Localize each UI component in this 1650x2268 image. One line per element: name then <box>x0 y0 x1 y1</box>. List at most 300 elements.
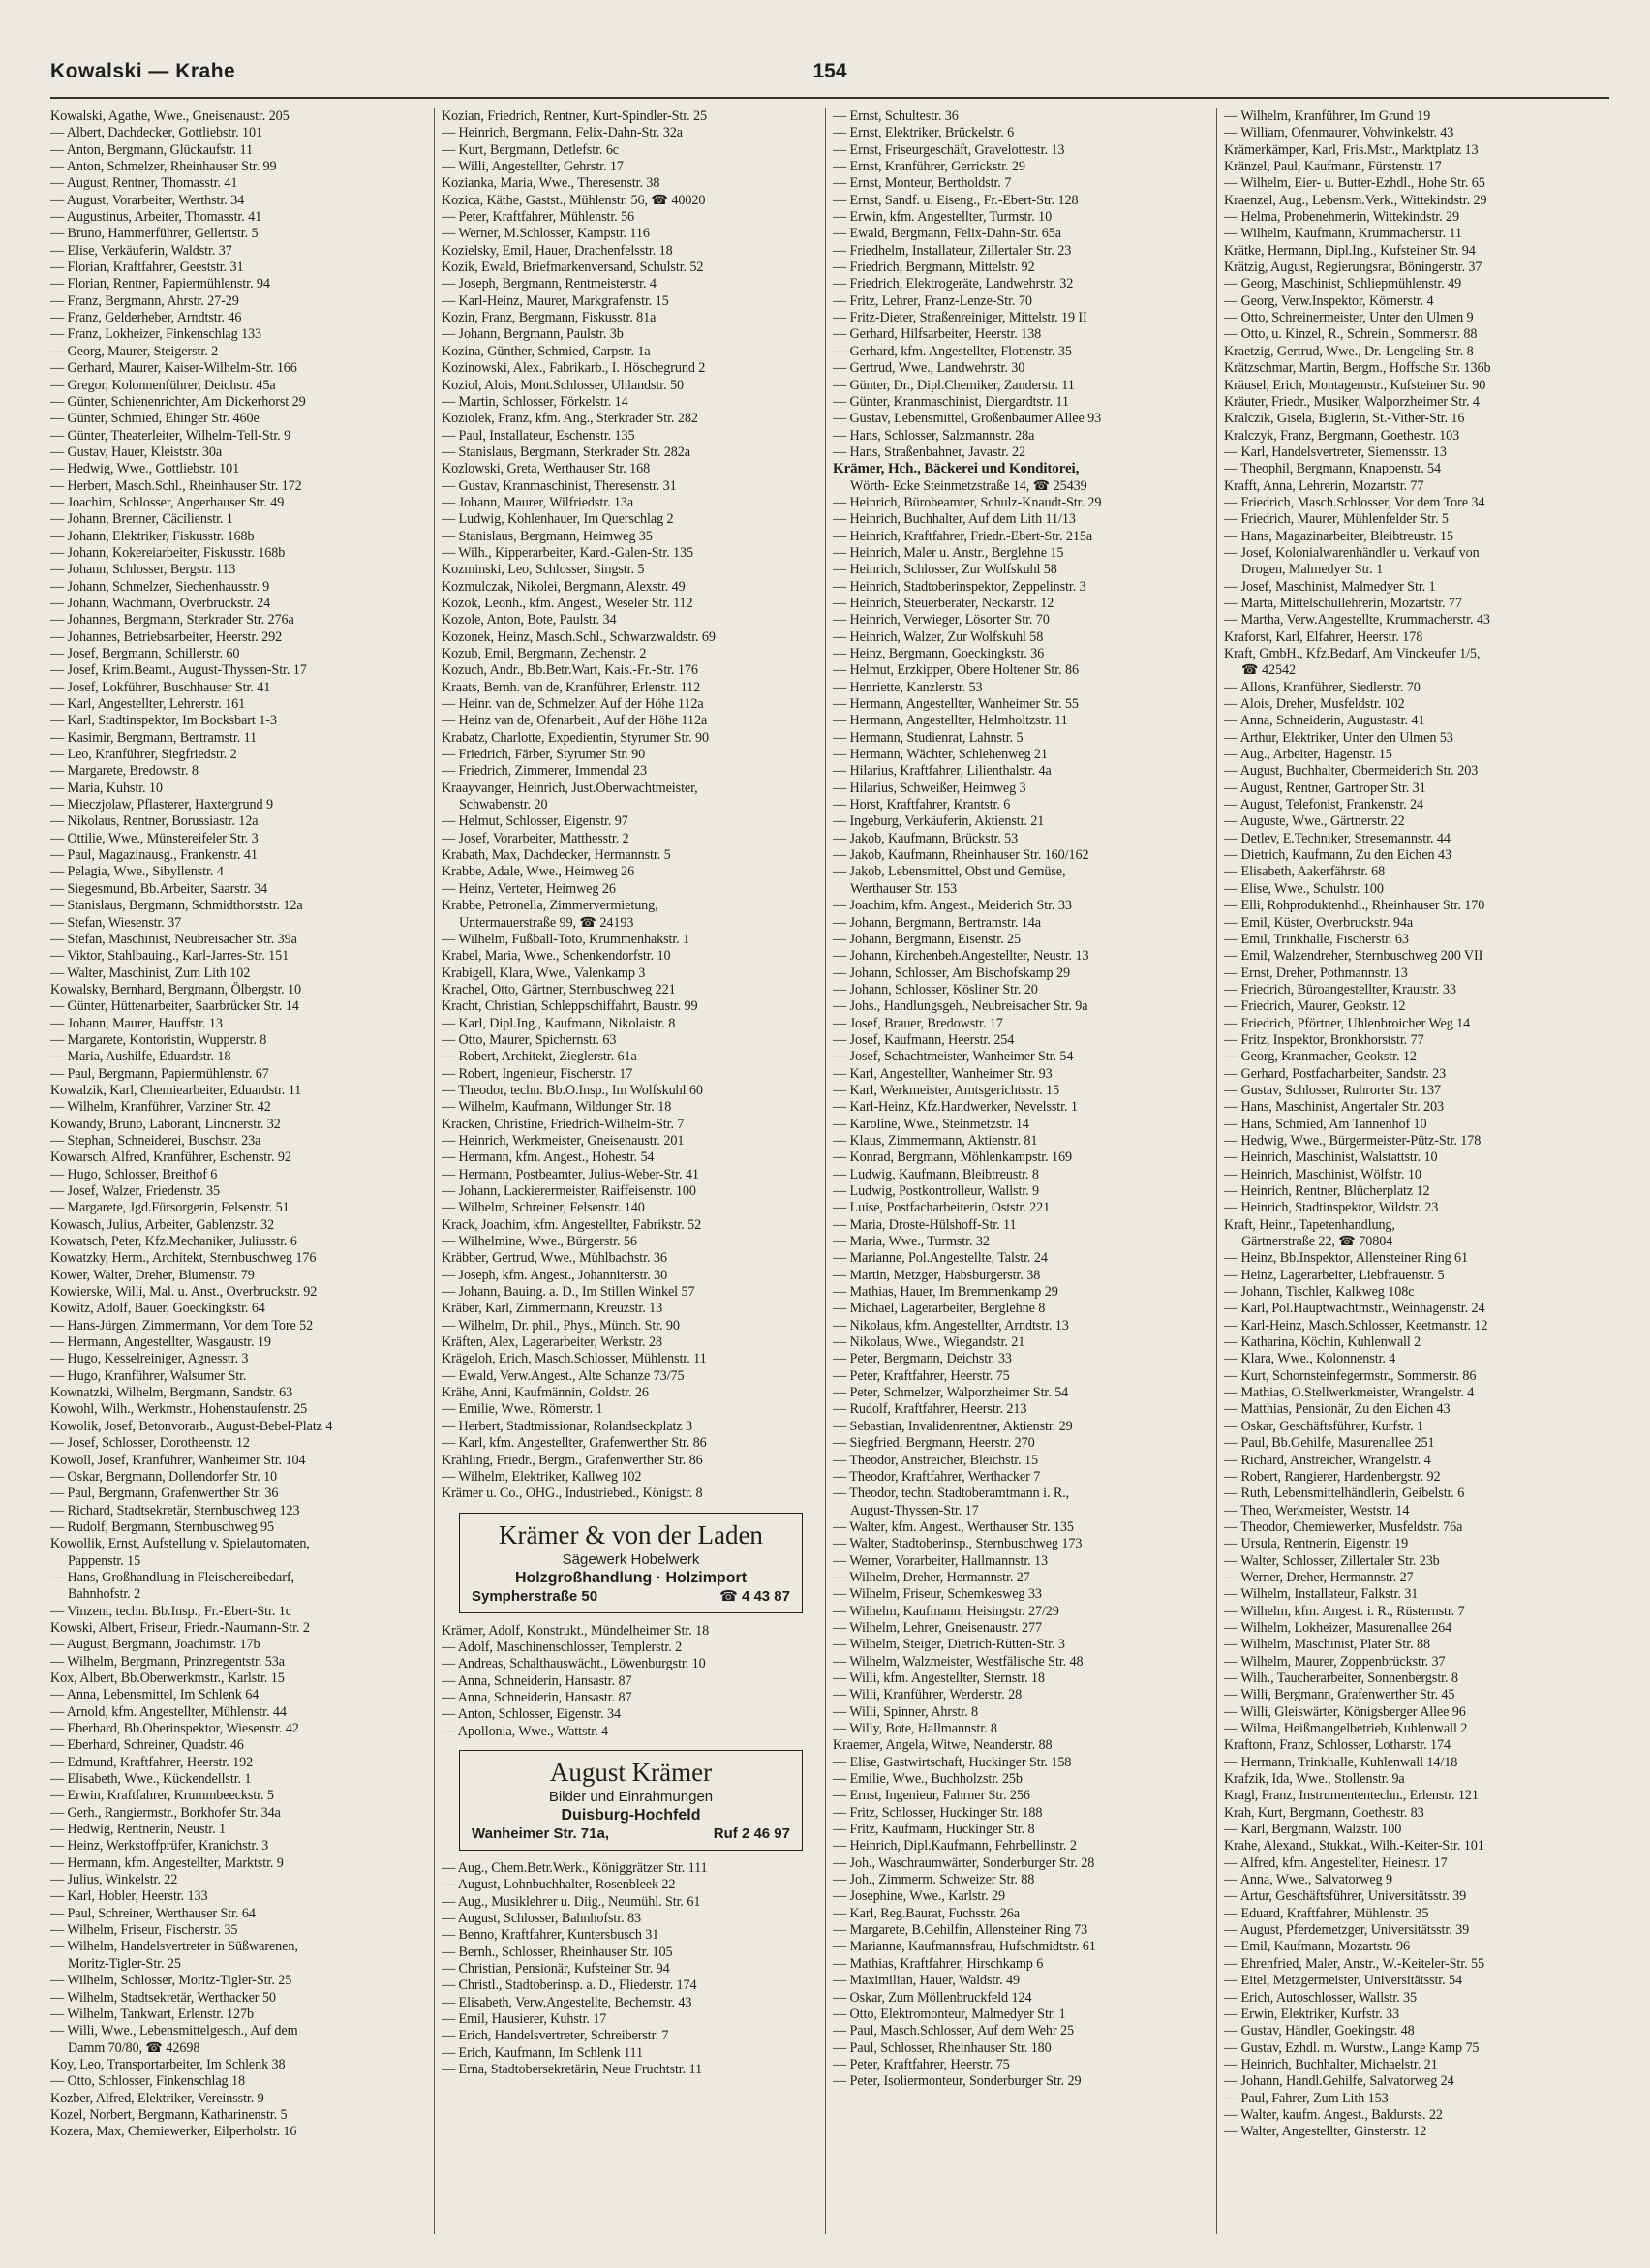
directory-entry: Kozonek, Heinz, Masch.Schl., Schwarzwaldstr. 69 <box>442 628 716 645</box>
directory-entry: — Luise, Postfacharbeiterin, Oststr. 221 <box>833 1200 1051 1216</box>
directory-entry: — William, Ofenmaurer, Vohwinkelstr. 43 <box>1224 125 1454 141</box>
directory-entry: — Jakob, Kaufmann, Rheinhauser Str. 160/162 <box>833 847 1089 864</box>
directory-entry: Krämer, Hch., Bäckerei und Konditorei, <box>833 461 1080 477</box>
directory-entry: Krabel, Maria, Wwe., Schenkendorfstr. 10 <box>442 948 671 965</box>
directory-entry: — Friedrich, Maurer, Geokstr. 12 <box>1224 998 1406 1015</box>
directory-entry: Kragl, Franz, Instrumententechn., Erlenstr. 121 <box>1224 1788 1479 1804</box>
directory-entry: — Anna, Wwe., Salvatorweg 9 <box>1224 1872 1392 1888</box>
directory-entry: — Johann, Schlosser, Kösliner Str. 20 <box>833 981 1038 997</box>
directory-entry: — Bruno, Hammerführer, Gellertstr. 5 <box>50 226 259 242</box>
directory-entry: — Stefan, Wiesenstr. 37 <box>50 914 182 931</box>
directory-entry: Damm 70/80, ☎ 42698 <box>68 2039 200 2056</box>
directory-entry: — Wilhelm, Bergmann, Prinzregentstr. 53a <box>50 1653 285 1670</box>
directory-entry: Krähling, Friedr., Bergm., Grafenwerther Str. 86 <box>442 1452 703 1468</box>
directory-entry: — Johannes, Betriebsarbeiter, Heerstr. 292 <box>50 628 283 645</box>
directory-entry: — August, Rentner, Gartroper Str. 31 <box>1224 780 1426 796</box>
directory-entry: — Gustav, Kranmaschinist, Theresenstr. 31 <box>442 477 677 494</box>
directory-entry: — Heinrich, Verwieger, Lösorter Str. 70 <box>833 612 1050 628</box>
directory-entry: — Joachim, kfm. Angest., Meiderich Str. 33 <box>833 898 1072 914</box>
directory-entry: — Hugo, Kesselreiniger, Agnesstr. 3 <box>50 1351 249 1367</box>
directory-entry: Kozian, Friedrich, Rentner, Kurt-Spindler-Str. 25 <box>442 108 707 124</box>
directory-entry: — Elli, Rohproduktenhdl., Rheinhauser Str. 170 <box>1224 898 1485 914</box>
directory-entry: — Ingeburg, Verkäuferin, Aktienstr. 21 <box>833 813 1045 830</box>
directory-entry: — Heinrich, Buchhalter, Michaelstr. 21 <box>1224 2056 1438 2072</box>
directory-entry: — Viktor, Stahlbauing., Karl-Jarres-Str. 151 <box>50 948 290 965</box>
directory-entry: — Richard, Anstreicher, Wrangelstr. 4 <box>1224 1452 1431 1468</box>
directory-entry: — August, Lohnbuchhalter, Rosenbleek 22 <box>442 1877 676 1893</box>
directory-entry: — Günter, Schienenrichter, Am Dickerhorst 29 <box>50 393 306 410</box>
directory-entry: — August, Rentner, Thomasstr. 41 <box>50 175 238 192</box>
directory-entry: — Johann, Schlosser, Bergstr. 113 <box>50 562 236 578</box>
directory-entry: — Otto, Schreinermeister, Unter den Ulmen 9 <box>1224 310 1474 326</box>
directory-entry: — Leo, Kranführer, Siegfriedstr. 2 <box>50 747 237 763</box>
directory-entry: — Kasimir, Bergmann, Bertramstr. 11 <box>50 729 258 746</box>
directory-entry: — Hans-Jürgen, Zimmermann, Vor dem Tore 52 <box>50 1317 314 1333</box>
directory-entry: Kozber, Alfred, Elektriker, Vereinsstr. 9 <box>50 2090 264 2106</box>
directory-entry: — Heinr. van de, Schmelzer, Auf der Höhe 112a <box>442 696 704 713</box>
directory-entry: — Ernst, Monteur, Bertholdstr. 7 <box>833 175 1012 192</box>
directory-entry: — Ewald, Bergmann, Felix-Dahn-Str. 65a <box>833 226 1061 242</box>
directory-entry: — Walter, kfm. Angest., Werthauser Str. 135 <box>833 1518 1074 1535</box>
directory-entry: — Margarete, Bredowstr. 8 <box>50 763 199 780</box>
directory-entry: Kränzel, Paul, Kaufmann, Fürstenstr. 17 <box>1224 159 1442 175</box>
directory-entry: — Henriette, Kanzlerstr. 53 <box>833 679 983 695</box>
directory-entry: — Erwin, kfm. Angestellter, Turmstr. 10 <box>833 209 1053 226</box>
directory-entry: — Vinzent, techn. Bb.Insp., Fr.-Ebert-Str. 1c <box>50 1603 291 1619</box>
directory-entry: — Fritz, Schlosser, Huckinger Str. 188 <box>833 1804 1043 1821</box>
directory-entry: Kraemer, Angela, Witwe, Neanderstr. 88 <box>833 1737 1053 1754</box>
directory-entry: — Heinrich, Walzer, Zur Wolfskuhl 58 <box>833 628 1044 645</box>
column-divider <box>1216 108 1217 2234</box>
ad-line: Sägewerk Hobelwerk <box>562 1550 700 1568</box>
directory-entry: — Johann, Kokereiarbeiter, Fiskusstr. 168b <box>50 544 286 561</box>
directory-entry: Kraetzig, Gertrud, Wwe., Dr.-Lengeling-Str. 8 <box>1224 343 1474 359</box>
directory-entry: Kräber, Karl, Zimmermann, Kreuzstr. 13 <box>442 1301 663 1317</box>
directory-entry: Krabath, Max, Dachdecker, Hermannstr. 5 <box>442 847 671 864</box>
directory-entry: — Alfred, kfm. Angestellter, Heinestr. 17 <box>1224 1854 1448 1871</box>
directory-entry: — Wilhelm, Kranführer, Im Grund 19 <box>1224 108 1431 124</box>
directory-entry: — Oskar, Zum Möllenbruckfeld 124 <box>833 1989 1032 2006</box>
directory-entry: — Joh., Waschraumwärter, Sonderburger Str. 28 <box>833 1854 1095 1871</box>
directory-entry: — Heinz, Bergmann, Goeckingkstr. 36 <box>833 646 1045 661</box>
ad-footer <box>464 1824 798 1844</box>
ad-line: Holzgroßhandlung · Holzimport <box>514 1569 748 1586</box>
directory-entry: ☎ 42542 <box>1241 662 1296 679</box>
ad-footer <box>464 1587 798 1607</box>
ad-phone: ☎ 4 43 87 <box>719 1587 790 1605</box>
directory-entry: Krah, Kurt, Bergmann, Goethestr. 83 <box>1224 1804 1424 1821</box>
directory-entry: — Josef, Brauer, Bredowstr. 17 <box>833 1015 1003 1031</box>
directory-entry: — Pelagia, Wwe., Sibyllenstr. 4 <box>50 864 224 880</box>
directory-entry: — Friedrich, Zimmerer, Immendal 23 <box>442 763 647 780</box>
directory-entry: — Willi, Bergmann, Grafenwerther Str. 45 <box>1224 1687 1455 1703</box>
directory-entry: — Klaus, Zimmermann, Aktienstr. 81 <box>833 1132 1038 1149</box>
directory-entry: — Elise, Verkäuferin, Waldstr. 37 <box>50 242 232 259</box>
directory-entry: — Emil, Trinkhalle, Fischerstr. 63 <box>1224 931 1409 947</box>
directory-entry: — Johs., Handlungsgeh., Neubreisacher Str. 9a <box>833 998 1088 1015</box>
directory-entry: Krabatz, Charlotte, Expedientin, Styrumer Str. 90 <box>442 729 710 746</box>
directory-entry: Kowasch, Julius, Arbeiter, Gablenzstr. 32 <box>50 1216 274 1233</box>
directory-entry: — Karoline, Wwe., Steinmetzstr. 14 <box>833 1116 1029 1132</box>
directory-entry: Kowolik, Josef, Betonvorarb., August-Bebel-Platz 4 <box>50 1418 333 1434</box>
directory-entry: — Fritz-Dieter, Straßenreiniger, Mittelstr. 19 II <box>833 310 1087 326</box>
directory-entry: Kownatzki, Wilhelm, Bergmann, Sandstr. 63 <box>50 1385 293 1401</box>
advertisement <box>459 1750 803 1851</box>
directory-entry: — Friedrich, Maurer, Mühlenfelder Str. 5 <box>1224 511 1449 528</box>
directory-entry: — Karl, Hobler, Heerstr. 133 <box>50 1888 208 1905</box>
directory-entry: — Johann, Wachmann, Overbruckstr. 24 <box>50 595 271 611</box>
column-divider <box>825 108 826 2234</box>
directory-entry: — Johann, Bauing. a. D., Im Stillen Winkel 57 <box>442 1284 695 1301</box>
directory-entry: — Wilhelm, Eier- u. Butter-Ezhdl., Hohe Str. 65 <box>1224 175 1485 192</box>
directory-entry: — Matthias, Pensionär, Zu den Eichen 43 <box>1224 1401 1451 1418</box>
directory-entry: — Siegesmund, Bb.Arbeiter, Saarstr. 34 <box>50 880 268 897</box>
directory-entry: Krämerkämper, Karl, Fris.Mstr., Marktplatz 13 <box>1224 141 1479 158</box>
directory-entry: Koy, Leo, Transportarbeiter, Im Schlenk 38 <box>50 2056 286 2072</box>
directory-entry: — Walter, Schlosser, Zillertaler Str. 23b <box>1224 1552 1440 1569</box>
directory-entry: — Margarete, Jgd.Fürsorgerin, Felsenstr. 51 <box>50 1200 290 1216</box>
directory-entry: Kowarsch, Alfred, Kranführer, Eschenstr. 92 <box>50 1149 291 1166</box>
directory-entry: — Günter, Dr., Dipl.Chemiker, Zanderstr. 11 <box>833 377 1075 393</box>
directory-entry: — Margarete, Kontoristin, Wupperstr. 8 <box>50 1031 267 1048</box>
directory-entry: Kowierske, Willi, Mal. u. Anst., Overbruckstr. 92 <box>50 1284 318 1301</box>
directory-entry: — Josef, Maschinist, Malmedyer Str. 1 <box>1224 578 1436 595</box>
directory-entry: — Wilhelm, Kaufmann, Wildunger Str. 18 <box>442 1099 672 1116</box>
directory-entry: Kowalzik, Karl, Chemiearbeiter, Eduardstr. 11 <box>50 1082 302 1098</box>
directory-entry: — Josef, Krim.Beamt., August-Thyssen-Str. 17 <box>50 662 307 679</box>
ad-street: Sympherstraße 50 <box>472 1587 598 1605</box>
directory-entry: — Johann, Handl.Gehilfe, Salvatorweg 24 <box>1224 2073 1454 2090</box>
directory-entry: — Wilhelm, Lokheizer, Masurenallee 264 <box>1224 1619 1452 1636</box>
directory-entry: — Wilhelm, Schreiner, Felsenstr. 140 <box>442 1200 645 1216</box>
directory-entry: Kowandy, Bruno, Laborant, Lindnerstr. 32 <box>50 1116 281 1132</box>
directory-entry: — Heinz, Werkstoffprüfer, Kranichstr. 3 <box>50 1838 269 1854</box>
directory-entry: — August, Telefonist, Frankenstr. 24 <box>1224 797 1423 813</box>
directory-entry: — Johann, Bergmann, Paulstr. 3b <box>442 326 624 343</box>
directory-entry: — Emilie, Wwe., Römerstr. 1 <box>442 1401 603 1418</box>
directory-entry: Krätke, Hermann, Dipl.Ing., Kufsteiner Str. 94 <box>1224 242 1476 259</box>
directory-entry: — Hermann, Angestellter, Helmholtzstr. 11 <box>833 713 1068 729</box>
directory-entry: — Wilhelm, Fußball-Toto, Krummenhakstr. 1 <box>442 931 690 947</box>
directory-entry: — Erwin, Kraftfahrer, Krummbeeckstr. 5 <box>50 1788 274 1804</box>
directory-entry: — Paul, Schreiner, Werthauser Str. 64 <box>50 1905 256 1921</box>
directory-entry: — Maria, Droste-Hülshoff-Str. 11 <box>833 1216 1017 1233</box>
directory-entry: Kräuter, Friedr., Musiker, Walporzheimer Str. 4 <box>1224 393 1480 410</box>
directory-entry: Kozianka, Maria, Wwe., Theresenstr. 38 <box>442 175 660 192</box>
directory-entry: — Günter, Schmied, Ehinger Str. 460e <box>50 411 260 427</box>
directory-entry: — Heinrich, Steuerberater, Neckarstr. 12 <box>833 595 1054 611</box>
directory-entry: Krätzschmar, Martin, Bergm., Hoffsche Str. 136b <box>1224 360 1491 377</box>
directory-entry: Kozik, Ewald, Briefmarkenversand, Schulstr. 52 <box>442 260 704 276</box>
directory-entry: Kowatzky, Herm., Architekt, Sternbuschweg 176 <box>50 1250 317 1267</box>
directory-entry: — Maria, Wwe., Turmstr. 32 <box>833 1234 990 1250</box>
directory-entry: — Willi, Kranführer, Werderstr. 28 <box>833 1687 1023 1703</box>
directory-entry: — Ernst, Sandf. u. Eiseng., Fr.-Ebert-Str. 128 <box>833 192 1079 208</box>
ad-phone: Ruf 2 46 97 <box>713 1824 790 1842</box>
directory-entry: — Maria, Aushilfe, Eduardstr. 18 <box>50 1049 231 1065</box>
directory-entry: — Hilarius, Kraftfahrer, Lilienthalstr. 4a <box>833 763 1052 780</box>
directory-entry: — Marianne, Pol.Angestellte, Talstr. 24 <box>833 1250 1048 1267</box>
directory-entry: Kozlowski, Greta, Werthauser Str. 168 <box>442 461 651 477</box>
directory-entry: — Elisabeth, Aakerfährstr. 68 <box>1224 864 1386 880</box>
directory-entry: — Paul, Bergmann, Grafenwerther Str. 36 <box>50 1486 279 1502</box>
directory-entry: — Georg, Verw.Inspektor, Körnerstr. 4 <box>1224 292 1434 309</box>
directory-entry: — Artur, Geschäftsführer, Universitätsstr. 39 <box>1224 1888 1467 1905</box>
directory-entry: — Mathias, Hauer, Im Bremmenkamp 29 <box>833 1284 1058 1301</box>
directory-entry: — Hedwig, Rentnerin, Neustr. 1 <box>50 1822 227 1838</box>
directory-entry: — Karl, Dipl.Ing., Kaufmann, Nikolaistr. 8 <box>442 1015 676 1031</box>
directory-entry: Kowski, Albert, Friseur, Friedr.-Naumann-Str. 2 <box>50 1619 310 1636</box>
directory-entry: Krägeloh, Erich, Masch.Schlosser, Mühlenstr. 11 <box>442 1351 707 1367</box>
directory-entry: — Hans, Großhandlung in Fleischereibedarf, <box>50 1569 294 1585</box>
directory-entry: — Martin, Metzger, Habsburgerstr. 38 <box>833 1267 1041 1283</box>
directory-entry: — Georg, Maschinist, Schliepmühlenstr. 49 <box>1224 276 1462 292</box>
directory-entry: — Florian, Rentner, Papiermühlenstr. 94 <box>50 276 270 292</box>
directory-entry: — Heinrich, Stadtinspektor, Wildstr. 23 <box>1224 1200 1439 1216</box>
directory-entry: — Erna, Stadtobersekretärin, Neue Fruchtstr. 11 <box>442 2062 702 2078</box>
directory-entry: — Nikolaus, Wwe., Wiegandstr. 21 <box>833 1334 1025 1351</box>
directory-entry: — Wilhelm, Kaufmann, Heisingstr. 27/29 <box>833 1603 1059 1619</box>
directory-entry: Kozmulczak, Nikolei, Bergmann, Alexstr. 49 <box>442 578 686 595</box>
directory-entry: Kowollik, Ernst, Aufstellung v. Spielautomaten, <box>50 1536 310 1552</box>
directory-entry: — Gustav, Ezhdl. m. Wurstw., Lange Kamp 75 <box>1224 2039 1480 2056</box>
directory-entry: — Hans, Magazinarbeiter, Bleibtreustr. 15 <box>1224 528 1453 544</box>
directory-entry: — Johann, Kirchenbeh.Angestellter, Neustr. 13 <box>833 948 1089 965</box>
directory-entry: — Joachim, Schlosser, Angerhauser Str. 49 <box>50 494 285 510</box>
column-2 <box>442 108 812 2249</box>
directory-entry: — Hermann, Angestellter, Wanheimer Str. 55 <box>833 696 1079 713</box>
directory-entry: Kraftonn, Franz, Schlosser, Lotharstr. 174 <box>1224 1737 1451 1754</box>
directory-entry: — Eitel, Metzgermeister, Universitätsstr. 54 <box>1224 1973 1463 1989</box>
directory-entry: — Emil, Kaufmann, Mozartstr. 96 <box>1224 1939 1410 1955</box>
directory-entry: — Werner, M.Schlosser, Kampstr. 116 <box>442 226 650 242</box>
directory-entry: Kraft, GmbH., Kfz.Bedarf, Am Vinckeufer 1/5, <box>1224 646 1481 661</box>
directory-entry: — Karl-Heinz, Kfz.Handwerker, Nevelsstr. 1 <box>833 1099 1078 1116</box>
directory-entry: — Franz, Gelderheber, Arndtstr. 46 <box>50 310 242 326</box>
directory-entry: — Horst, Kraftfahrer, Krantstr. 6 <box>833 797 1011 813</box>
directory-entry: — Maximilian, Hauer, Waldstr. 49 <box>833 1973 1021 1989</box>
directory-entry: Moritz-Tigler-Str. 25 <box>68 1955 181 1972</box>
directory-entry: — Willi, kfm. Angestellter, Sternstr. 18 <box>833 1670 1045 1686</box>
directory-entry: — Wilhelm, Tankwart, Erlenstr. 127b <box>50 2006 254 2022</box>
directory-entry: — Peter, Bergmann, Deichstr. 33 <box>833 1351 1012 1367</box>
directory-entry: — Gustav, Hauer, Kleiststr. 30a <box>50 444 223 460</box>
ad-title: August Krämer <box>549 1757 713 1787</box>
directory-entry: — Christian, Pensionär, Kufsteiner Str. 94 <box>442 1961 670 1977</box>
directory-entry: Kozuch, Andr., Bb.Betr.Wart, Kais.-Fr.-Str. 176 <box>442 662 698 679</box>
directory-entry: — Gustav, Händler, Goekingstr. 48 <box>1224 2023 1415 2039</box>
directory-entry: — Heinrich, Stadtoberinspektor, Zeppelinstr. 3 <box>833 578 1086 595</box>
directory-entry: — Robert, Ingenieur, Fischerstr. 17 <box>442 1065 633 1082</box>
directory-entry: Koziolek, Franz, kfm. Ang., Sterkrader Str. 282 <box>442 411 698 427</box>
directory-entry: — Andreas, Schalthauswächt., Löwenburgstr. 10 <box>442 1656 706 1672</box>
directory-entry: — Sebastian, Invalidenrentner, Aktienstr. 29 <box>833 1418 1073 1434</box>
directory-entry: — Georg, Kranmacher, Geokstr. 12 <box>1224 1049 1417 1065</box>
directory-entry: Krabbe, Petronella, Zimmervermietung, <box>442 898 658 914</box>
directory-entry: — Wilhelm, Kaufmann, Krummacherstr. 11 <box>1224 226 1462 242</box>
directory-entry: — Karl, Angestellter, Wanheimer Str. 93 <box>833 1065 1053 1082</box>
directory-entry: — Johannes, Bergmann, Sterkrader Str. 276a <box>50 612 294 628</box>
directory-entry: — Ruth, Lebensmittelhändlerin, Geibelstr. 6 <box>1224 1486 1465 1502</box>
directory-entry: — Friedrich, Bergmann, Mittelstr. 92 <box>833 260 1035 276</box>
directory-entry: — Josef, Lokführer, Buschhauser Str. 41 <box>50 679 271 695</box>
directory-entry: — Mieczjolaw, Pflasterer, Haxtergrund 9 <box>50 797 273 813</box>
directory-entry: — Paul, Bb.Gehilfe, Masurenallee 251 <box>1224 1435 1435 1452</box>
directory-entry: — Günter, Theaterleiter, Wilhelm-Tell-Str. 9 <box>50 427 291 444</box>
directory-entry: — Robert, Architekt, Zieglerstr. 61a <box>442 1049 637 1065</box>
directory-entry: Kozera, Max, Chemiewerker, Eilperholstr. 16 <box>50 2124 297 2140</box>
columns <box>50 108 1609 2249</box>
directory-entry: — Ewald, Verw.Angest., Alte Schanze 73/75 <box>442 1367 685 1384</box>
directory-entry: — Oskar, Bergmann, Dollendorfer Str. 10 <box>50 1468 278 1485</box>
directory-entry: — Joseph, Bergmann, Rentmeisterstr. 4 <box>442 276 657 292</box>
directory-entry: — Eberhard, Schreiner, Quadstr. 46 <box>50 1737 244 1754</box>
directory-entry: — Rudolf, Bergmann, Sternbuschweg 95 <box>50 1518 274 1535</box>
directory-entry: — August, Schlosser, Bahnhofstr. 83 <box>442 1910 641 1926</box>
directory-entry: — Heinrich, Werkmeister, Gneisenaustr. 201 <box>442 1132 685 1149</box>
directory-entry: — Gregor, Kolonnenführer, Deichstr. 45a <box>50 377 276 393</box>
directory-entry: Drogen, Malmedyer Str. 1 <box>1241 562 1384 578</box>
directory-entry: — Augustinus, Arbeiter, Thomasstr. 41 <box>50 209 262 226</box>
directory-entry: Krafzik, Ida, Wwe., Stollenstr. 9a <box>1224 1771 1405 1788</box>
directory-entry: — Helmut, Schlosser, Eigenstr. 97 <box>442 813 628 830</box>
directory-entry: — Joh., Zimmerm. Schweizer Str. 88 <box>833 1872 1035 1888</box>
directory-entry: Bahnhofstr. 2 <box>68 1586 141 1603</box>
directory-entry: Kozel, Norbert, Bergmann, Katharinenstr. 5 <box>50 2106 288 2123</box>
directory-entry: Kowohl, Wilh., Werkmstr., Hohenstaufenstr. 25 <box>50 1401 308 1418</box>
directory-entry: — Hans, Straßenbahner, Javastr. 22 <box>833 444 1025 460</box>
directory-entry: — Willi, Gleiswärter, Königsberger Allee 96 <box>1224 1703 1466 1720</box>
directory-entry: — Hugo, Kranführer, Walsumer Str. <box>50 1367 247 1384</box>
directory-entry: — Josef, Vorarbeiter, Matthesstr. 2 <box>442 830 629 846</box>
directory-entry: Kralczyk, Franz, Bergmann, Goethestr. 103 <box>1224 427 1460 444</box>
directory-entry: — Friedrich, Elektrogeräte, Landwehrstr. 32 <box>833 276 1074 292</box>
directory-entry: — Johann, Maurer, Hauffstr. 13 <box>50 1015 223 1031</box>
directory-entry: — Rudolf, Kraftfahrer, Heerstr. 213 <box>833 1401 1027 1418</box>
directory-entry: — Jakob, Kaufmann, Brückstr. 53 <box>833 830 1019 846</box>
directory-entry: Kozin, Franz, Bergmann, Fiskusstr. 81a <box>442 310 657 326</box>
directory-entry: — Willi, Angestellter, Gehrstr. 17 <box>442 159 624 175</box>
directory-entry: — Gerh., Rangiermstr., Borkhofer Str. 34a <box>50 1804 281 1821</box>
directory-entry: — Richard, Stadtsekretär, Sternbuschweg 123 <box>50 1502 300 1518</box>
directory-entry: — Anna, Schneiderin, Hansastr. 87 <box>442 1689 632 1705</box>
directory-entry: — Willi, Spinner, Ahrstr. 8 <box>833 1703 978 1720</box>
directory-entry: — Wilhelm, Dr. phil., Phys., Münch. Str. 90 <box>442 1317 680 1333</box>
directory-entry: Kowalski, Agathe, Wwe., Gneisenaustr. 205 <box>50 108 290 124</box>
directory-entry: — Werner, Vorarbeiter, Hallmannstr. 13 <box>833 1552 1049 1569</box>
directory-entry: — Wilhelm, kfm. Angest. i. R., Rüsternstr. 7 <box>1224 1603 1465 1619</box>
directory-entry: Kozminski, Leo, Schlosser, Singstr. 5 <box>442 562 645 578</box>
directory-entry: — Emil, Walzendreher, Sternbuschweg 200 VII <box>1224 948 1483 965</box>
directory-entry: Krahe, Alexand., Stukkat., Wilh.-Keiter-Str. 101 <box>1224 1838 1484 1854</box>
directory-entry: — Ernst, Ingenieur, Fahrner Str. 256 <box>833 1788 1030 1804</box>
directory-entry: Kowalsky, Bernhard, Bergmann, Ölbergstr. 10 <box>50 981 302 997</box>
directory-entry: — Wilhelm, Schlosser, Moritz-Tigler-Str. 25 <box>50 1973 292 1989</box>
directory-entry: — Gerhard, kfm. Angestellter, Flottenstr. 35 <box>833 343 1072 359</box>
directory-entry: — August, Vorarbeiter, Werthstr. 34 <box>50 192 245 208</box>
directory-entry: — Ludwig, Kaufmann, Bleibtreustr. 8 <box>833 1166 1039 1182</box>
directory-entry: Kozina, Günther, Schmied, Carpstr. 1a <box>442 343 651 359</box>
directory-entry: — Wilhelm, Steiger, Dietrich-Rütten-Str. 3 <box>833 1637 1065 1653</box>
directory-entry: Krabbe, Adale, Wwe., Heimweg 26 <box>442 864 635 880</box>
directory-entry: — Erich, Handelsvertreter, Schreiberstr. 7 <box>442 2028 669 2044</box>
directory-entry: — Alois, Dreher, Musfeldstr. 102 <box>1224 696 1405 713</box>
directory-entry: — Eberhard, Bb.Oberinspektor, Wiesenstr. 42 <box>50 1721 299 1736</box>
directory-entry: — Christl., Stadtoberinsp. a. D., Fliederstr. 174 <box>442 1977 697 1994</box>
ad-line: Duisburg-Hochfeld <box>561 1806 701 1824</box>
directory-entry: — Heinrich, Dipl.Kaufmann, Fehrbellinstr. 2 <box>833 1838 1077 1854</box>
directory-entry: — Heinz, Lagerarbeiter, Liebfrauenstr. 5 <box>1224 1267 1445 1283</box>
directory-entry: — Margarete, B.Gehilfin, Allensteiner Ring 73 <box>833 1922 1088 1939</box>
directory-entry: — Wilhelm, Maschinist, Plater Str. 88 <box>1224 1637 1430 1653</box>
directory-entry: — Friedrich, Färber, Styrumer Str. 90 <box>442 747 646 763</box>
directory-entry: — Katharina, Köchin, Kuhlenwall 2 <box>1224 1334 1421 1351</box>
directory-entry: — Werner, Dreher, Hermannstr. 27 <box>1224 1569 1414 1585</box>
directory-entry: Kowoll, Josef, Kranführer, Wanheimer Str. 104 <box>50 1452 306 1468</box>
directory-entry: — Heinrich, Maschinist, Walstattstr. 10 <box>1224 1149 1438 1166</box>
directory-entry: — Friedhelm, Installateur, Zillertaler Str. 23 <box>833 242 1072 259</box>
directory-entry: — Helmut, Erzkipper, Obere Holtener Str. 86 <box>833 662 1079 679</box>
directory-entry: — Heinrich, Kraftfahrer, Friedr.-Ebert-Str. 215a <box>833 528 1093 544</box>
directory-entry: — Mathias, Kraftfahrer, Hirschkamp 6 <box>833 1955 1044 1972</box>
directory-entry: — Hugo, Schlosser, Breithof 6 <box>50 1166 218 1182</box>
directory-entry: — Stephan, Schneiderei, Buschstr. 23a <box>50 1132 261 1149</box>
directory-entry: — Joseph, kfm. Angest., Johanniterstr. 30 <box>442 1267 668 1283</box>
directory-entry: — Hedwig, Wwe., Gottliebstr. 101 <box>50 461 240 477</box>
directory-entry: — Gustav, Schlosser, Ruhrorter Str. 137 <box>1224 1082 1441 1098</box>
directory-entry: — Gertrud, Wwe., Landwehrstr. 30 <box>833 360 1025 377</box>
directory-entry: — Benno, Kraftfahrer, Kuntersbusch 31 <box>442 1927 659 1944</box>
directory-entry: — Wilhelm, Walzmeister, Westfälische Str. 48 <box>833 1653 1084 1670</box>
directory-entry: Krähe, Anni, Kaufmännin, Goldstr. 26 <box>442 1385 649 1401</box>
directory-entry: — Otto, u. Kinzel, R., Schrein., Sommerstr. 88 <box>1224 326 1478 343</box>
directory-entry: — Martha, Verw.Angestellte, Krummacherstr. 43 <box>1224 612 1490 628</box>
directory-entry: — Ludwig, Kohlenhauer, Im Querschlag 2 <box>442 511 674 528</box>
directory-entry: — Theo, Werkmeister, Weststr. 14 <box>1224 1502 1410 1518</box>
directory-entry: — Bernh., Schlosser, Rheinhauser Str. 105 <box>442 1944 673 1960</box>
directory-entry: — Hermann, kfm. Angest., Hohestr. 54 <box>442 1149 655 1166</box>
directory-entry: — Anton, Schmelzer, Rheinhauser Str. 99 <box>50 159 277 175</box>
directory-entry: — Albert, Dachdecker, Gottliebstr. 101 <box>50 125 263 141</box>
directory-entry: — Stanislaus, Bergmann, Schmidthorststr. 12a <box>50 898 303 914</box>
directory-entry: — Herbert, Stadtmissionar, Rolandseckplatz 3 <box>442 1418 693 1434</box>
directory-entry: — August, Bergmann, Joachimstr. 17b <box>50 1637 260 1653</box>
directory-entry: — Klara, Wwe., Kolonnenstr. 4 <box>1224 1351 1396 1367</box>
directory-entry: — Paul, Installateur, Eschenstr. 135 <box>442 427 635 444</box>
directory-entry: — Konrad, Bergmann, Möhlenkampstr. 169 <box>833 1149 1072 1166</box>
directory-entry: — Ernst, Schultestr. 36 <box>833 108 959 124</box>
directory-entry: Kräusel, Erich, Montagemstr., Kufsteiner Str. 90 <box>1224 377 1486 393</box>
directory-entry: Kraayvanger, Heinrich, Just.Oberwachtmeister, <box>442 780 698 796</box>
ad-title: Krämer & von der Laden <box>499 1519 763 1549</box>
directory-entry: — Heinrich, Schlosser, Zur Wolfskuhl 58 <box>833 562 1057 578</box>
directory-entry: Krafft, Anna, Lehrerin, Mozartstr. 77 <box>1224 477 1424 494</box>
directory-entry: — Allons, Kranführer, Siedlerstr. 70 <box>1224 679 1421 695</box>
directory-entry: — Arnold, kfm. Angestellter, Mühlenstr. 44 <box>50 1703 287 1720</box>
directory-entry: — Erwin, Elektriker, Kurfstr. 33 <box>1224 2006 1400 2022</box>
directory-entry: Kracken, Christine, Friedrich-Wilhelm-Str. 7 <box>442 1116 685 1132</box>
directory-entry: — Hermann, Postbeamter, Julius-Weber-Str. 41 <box>442 1166 699 1182</box>
directory-entry: — Wilhelm, Kranführer, Varziner Str. 42 <box>50 1099 271 1116</box>
directory-entry: — Theodor, Kraftfahrer, Werthacker 7 <box>833 1468 1041 1485</box>
directory-entry: Kozok, Leonh., kfm. Angest., Weseler Str. 112 <box>442 595 693 611</box>
directory-entry: — Michael, Lagerarbeiter, Berglehne 8 <box>833 1301 1046 1317</box>
directory-entry: — Florian, Kraftfahrer, Geeststr. 31 <box>50 260 244 276</box>
directory-entry: — Wilh., Taucherarbeiter, Sonnenbergstr. 8 <box>1224 1670 1458 1686</box>
directory-entry: — Johann, Tischler, Kalkweg 108c <box>1224 1284 1415 1301</box>
directory-entry: — Franz, Bergmann, Ahrstr. 27-29 <box>50 292 239 309</box>
directory-entry: Krätzig, August, Regierungsrat, Böningerstr. 37 <box>1224 260 1482 276</box>
